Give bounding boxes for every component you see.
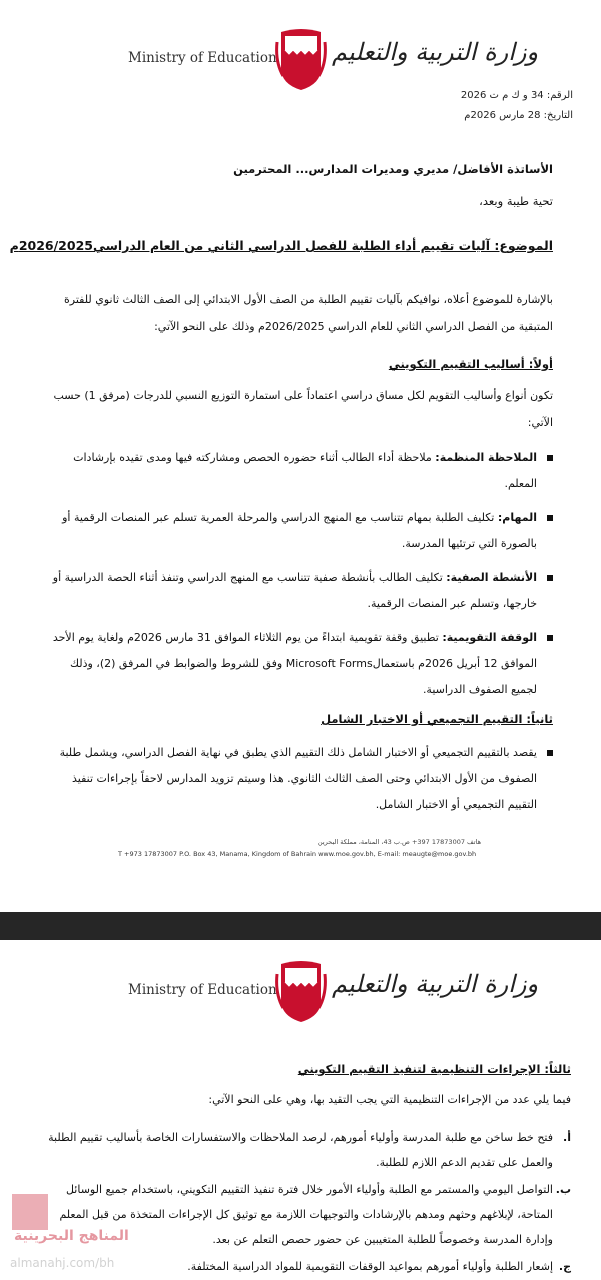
watermark-logo-icon (12, 1194, 48, 1230)
ministry-name-ar: وزارة التربية والتعليم (332, 970, 539, 998)
ministry-name-en: Ministry of Education (128, 50, 277, 66)
watermark-site-en: almanahj.com/bh (10, 1256, 115, 1270)
page-separator (0, 912, 601, 940)
section-1-list (43, 445, 553, 711)
letter-date: التاريخ: 28 مارس 2026م (464, 110, 573, 121)
salutation: تحية طيبة وبعد، (479, 194, 553, 208)
section-3-intro: فيما يلي عدد من الإجراءات التنظيمية التي يجب التقيد بها، وهي على النحو الآتي: (208, 1093, 571, 1106)
footer-arabic: هاتف 17873007 397+ ص.ب 43، المنامة، مملكة البحرين (317, 838, 481, 846)
bahrain-emblem-icon (275, 28, 327, 92)
footer-english: T +973 17873007 P.O. Box 43, Manama, Kingdom of Bahrain www.moe.gov.bh, E-mail: meaugte@moe.gov.bh (118, 850, 477, 858)
list-item: ب. التواصل اليومي والمستمر مع الطلبة وأولياء الأمور خلال فترة تنفيذ التقييم التكويني، باستخدام جميع الوسائل المتاحة، لإبلاغهم وحثهم ومدهم بالإرشادات والتوجيهات اللازمة مع توثيق كل الإجراءات المتخذة من قبل المعلم وإدارة المدرسة وخصوصاً للطلبة المتغيبين عن حضور حصص التعلم عن بعد. (59, 1183, 571, 1246)
section-1-title: أولاً: أساليب التقييم التكويني (388, 357, 553, 371)
section-2-list (43, 740, 553, 826)
letterhead-2 (0, 960, 601, 1030)
list-item: الأنشطة الصفية: تكليف الطالب بأنشطة صفية تتناسب مع المنهج الدراسي وتنفذ أثناء الحصة الدراسية أو خارجها، وتسلم عبر المنصات الرقمية. (43, 565, 553, 617)
reference-number: الرقم: 34 و ك م ت 2026 (460, 90, 573, 101)
bullet-icon (547, 515, 553, 521)
list-item: الوقفة التقويمية: تطبيق وقفة تقويمية ابتداءً من يوم الثلاثاء الموافق 31 مارس 2026م ولغاية يوم الأحد الموافق 12 أبريل 2026م باستعمالMicrosoft Forms وفق للشروط والضوابط في المرفق (2)، وذلك لجميع الصفوف الدراسية. (43, 625, 553, 703)
section-2-title: ثانياً: التقييم التجميعي أو الاختبار الشامل (321, 712, 553, 726)
letterhead (0, 28, 601, 98)
intro-paragraph: بالإشارة للموضوع أعلاه، نوافيكم بآليات تقييم الطلبة من الصف الأول الابتدائي إلى الصف الثالث ثانوي للفترة المتبقية من الفصل الدراسي الثاني للعام الدراسي 2026/2025م وذلك على النحو الآتي: (64, 293, 553, 333)
site-watermark (0, 1190, 170, 1280)
ministry-name-en: Ministry of Education (128, 982, 277, 998)
greeting: الأساتذة الأفاضل/ مديري ومديرات المدارس... المحترمين (233, 162, 553, 176)
bullet-icon (547, 455, 553, 461)
list-item: يقصد بالتقييم التجميعي أو الاختبار الشامل ذلك التقييم الذي يطبق في نهاية الفصل الدراسي، ويشمل طلبة الصفوف من الأول الابتدائي وحتى الصف الثالث الثانوي. هذا وسيتم تزويد المدارس لاحقاً بإجراءات تنفيذ التقييم التجميعي أو الاختبار الشامل. (43, 740, 553, 818)
ministry-name-ar: وزارة التربية والتعليم (332, 38, 539, 66)
list-item: الملاحظة المنظمة: ملاحظة أداء الطالب أثناء حضوره الحصص ومشاركته فيها ومدى تقيده بإرشادات المعلم. (43, 445, 553, 497)
list-item: أ. فتح خط ساخن مع طلبة المدرسة وأولياء أمورهم، لرصد الملاحظات والاستفسارات الخاصة بأساليب تقييم الطلبة والعمل على تقديم الدعم اللازم للطلبة. (48, 1131, 571, 1169)
watermark-site-ar: المناهج البحرينية (14, 1228, 129, 1244)
subject-line: الموضوع: آليات تقييم أداء الطلبة للفصل الدراسي الثاني من العام الدراسي2026/2025م (9, 238, 553, 253)
bullet-icon (547, 750, 553, 756)
list-item: ج. إشعار الطلبة وأولياء أمورهم بمواعيد الوقفات التقويمية للمواد الدراسية المختلفة. (187, 1260, 571, 1273)
bullet-icon (547, 575, 553, 581)
bahrain-emblem-icon (275, 960, 327, 1024)
bullet-icon (547, 635, 553, 641)
list-item: المهام: تكليف الطلبة بمهام تتناسب مع المنهج الدراسي والمرحلة العمرية تسلم عبر المنصات الرقمية أو بالصورة التي ترتئيها المدرسة. (43, 505, 553, 557)
section-3-title: ثالثاً: الإجراءات التنظيمية لتنفيذ التقييم التكويني (297, 1062, 571, 1076)
section-1-intro: تكون أنواع وأساليب التقويم لكل مساق دراسي اعتماداً على استمارة التوزيع النسبي للدرجات (مرفق 1) حسب الآتي: (53, 389, 553, 429)
